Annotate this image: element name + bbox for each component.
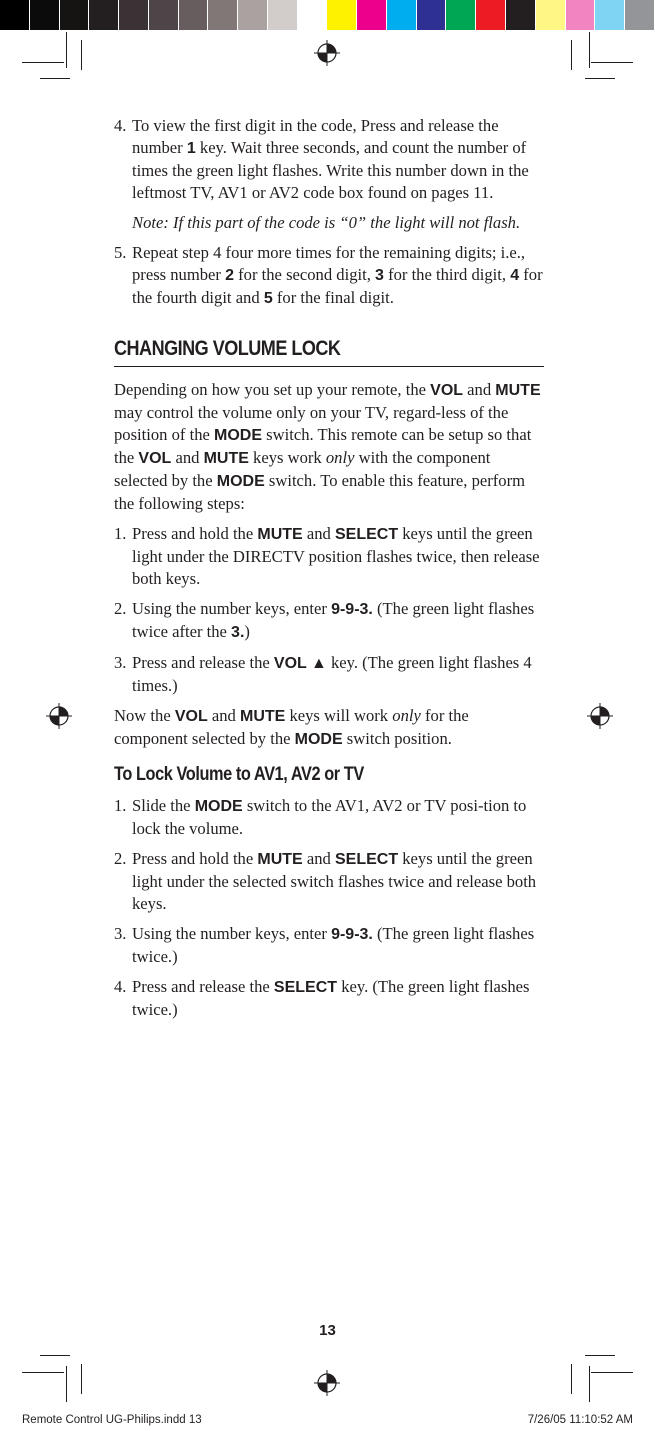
- text-run: Press and hold the: [132, 524, 258, 543]
- key-name: SELECT: [334, 851, 399, 868]
- key-name: MODE: [216, 473, 265, 490]
- step-item: [114, 795, 544, 840]
- crop-mark: [589, 32, 590, 68]
- text-run: ): [244, 622, 250, 641]
- color-swatch: [60, 0, 90, 30]
- key-name: 3: [375, 267, 384, 284]
- note-text: Note: If this part of the code is “0” the light will not flash.: [132, 213, 521, 232]
- text-run: for the component selected by the: [114, 706, 469, 748]
- text-run: switch. To enable this feature, perform the following steps:: [114, 471, 526, 513]
- key-name: VOL: [430, 382, 464, 399]
- crop-mark: [81, 40, 82, 70]
- crop-mark: [66, 1366, 67, 1402]
- key-name: 5: [263, 290, 273, 307]
- text-run: switch to the AV1, AV2 or TV posi-tion to lock the volume.: [132, 796, 527, 838]
- key-name: MODE: [294, 731, 343, 748]
- registration-mark-icon: [46, 703, 72, 729]
- text-run: for the third digit,: [383, 265, 511, 284]
- key-name: MUTE: [257, 851, 303, 868]
- step-item: [114, 523, 544, 590]
- step-item: [114, 598, 544, 644]
- text-run: switch position.: [342, 729, 452, 748]
- text-run: with the component selected by the: [114, 448, 491, 490]
- color-swatch: [357, 0, 387, 30]
- text-run: Press and release the: [132, 977, 274, 996]
- intro-paragraph: [114, 379, 544, 515]
- color-swatch: [89, 0, 119, 30]
- crop-mark: [591, 62, 633, 63]
- text-run: key. (The green light flashes twice.): [132, 977, 530, 1019]
- color-swatch: [30, 0, 60, 30]
- text-run: Using the number keys, enter: [132, 599, 332, 618]
- color-swatch: [238, 0, 268, 30]
- text-run: key. Wait three seconds, and count the number of times the green light flashes. Write this number down in the leftmost TV, AV1 or AV2 code box found on pages 11.: [132, 138, 529, 202]
- key-name: VOL: [138, 450, 172, 467]
- color-swatch: [506, 0, 536, 30]
- text-run: To view the first digit in the code, Press and release the number: [132, 116, 499, 157]
- color-swatch: [0, 0, 30, 30]
- step-item: [114, 848, 544, 915]
- color-swatch: [566, 0, 596, 30]
- color-swatch: [417, 0, 447, 30]
- text-run: Press and release the: [132, 653, 274, 672]
- color-swatch: [536, 0, 566, 30]
- crop-mark: [571, 40, 572, 70]
- text-run: and: [207, 706, 240, 725]
- key-name: MUTE: [240, 708, 286, 725]
- step-number: 2.: [114, 599, 127, 618]
- step-item: [114, 976, 544, 1021]
- step-item: [114, 115, 544, 204]
- step-number: 2.: [114, 849, 127, 868]
- registration-mark-icon: [314, 40, 340, 66]
- key-name: 9-9-3.: [331, 926, 373, 943]
- color-swatch: [298, 0, 328, 30]
- crop-mark: [22, 62, 64, 63]
- text-run: only: [325, 448, 355, 467]
- text-run: may control the volume only on your TV, regard-less of the position of the: [114, 403, 509, 444]
- registration-mark-icon: [587, 703, 613, 729]
- key-name: MUTE: [257, 526, 303, 543]
- text-run: and: [302, 524, 335, 543]
- key-name: MODE: [194, 798, 243, 815]
- key-name: SELECT: [273, 979, 338, 996]
- crop-mark: [591, 1372, 633, 1373]
- key-name: SELECT: [334, 526, 399, 543]
- slug-file-info: Remote Control UG-Philips.indd 13: [22, 1414, 202, 1426]
- text-run: keys work: [248, 448, 326, 467]
- color-swatch: [476, 0, 506, 30]
- text-run: and: [463, 380, 496, 399]
- steps-bottom: [114, 795, 544, 1021]
- step-item: [114, 652, 544, 697]
- crop-mark: [81, 1364, 82, 1394]
- key-name: VOL ▲: [273, 655, 327, 672]
- text-run: for the fourth digit and: [132, 265, 543, 307]
- text-run: Slide the: [132, 796, 195, 815]
- step-number: 4.: [114, 977, 127, 996]
- steps-top-continued: [114, 242, 544, 310]
- crop-mark: [585, 1355, 615, 1356]
- key-name: 2: [225, 267, 234, 284]
- key-name: VOL: [174, 708, 208, 725]
- step-number: 1.: [114, 796, 127, 815]
- step-number: 3.: [114, 653, 127, 672]
- text-run: keys until the green light under the DIRECTV position flashes twice, then release both keys.: [132, 524, 540, 588]
- step-number: 4.: [114, 116, 127, 135]
- crop-mark: [40, 1355, 70, 1356]
- subsection-title: To Lock Volume to AV1, AV2 or TV: [114, 764, 364, 785]
- text-run: (The green light flashes twice.): [132, 924, 535, 966]
- key-name: 4: [510, 267, 520, 284]
- crop-mark: [585, 78, 615, 79]
- crop-mark: [66, 32, 67, 68]
- key-name: MODE: [214, 427, 263, 444]
- color-swatch: [179, 0, 209, 30]
- step-number: 5.: [114, 243, 127, 262]
- step-item: [114, 923, 544, 968]
- text-run: Using the number keys, enter: [132, 924, 332, 943]
- slug-timestamp: 7/26/05 11:10:52 AM: [527, 1414, 633, 1426]
- crop-mark: [589, 1366, 590, 1402]
- color-swatch: [327, 0, 357, 30]
- color-swatch: [149, 0, 179, 30]
- color-swatch: [446, 0, 476, 30]
- steps-top: [114, 115, 544, 204]
- text-run: and: [302, 849, 335, 868]
- key-name: MUTE: [495, 382, 541, 399]
- text-run: only: [392, 706, 421, 725]
- text-run: (The green light flashes twice after the: [132, 599, 535, 641]
- text-run: Repeat step 4 four more times for the remaining digits; i.e., press number: [132, 243, 526, 284]
- color-swatch: [387, 0, 417, 30]
- crop-mark: [571, 1364, 572, 1394]
- color-swatch: [268, 0, 298, 30]
- text-run: Depending on how you set up your remote, the: [114, 380, 431, 399]
- color-swatch: [119, 0, 149, 30]
- color-swatch: [625, 0, 655, 30]
- page-content: [114, 115, 544, 1029]
- key-name: 9-9-3.: [331, 601, 373, 618]
- print-color-bar: [0, 0, 655, 32]
- section-title: CHANGING VOLUME LOCK: [114, 337, 341, 360]
- text-run: Press and hold the: [132, 849, 258, 868]
- text-run: key. (The green light flashes 4 times.): [132, 653, 532, 695]
- text-run: and: [171, 448, 204, 467]
- key-name: 3.: [231, 624, 245, 641]
- color-swatch: [595, 0, 625, 30]
- text-run: Now the: [114, 706, 175, 725]
- section-rule: [114, 366, 544, 367]
- text-run: keys will work: [285, 706, 393, 725]
- step-item: [114, 242, 544, 310]
- text-run: keys until the green light under the selected switch flashes twice and release both keys.: [132, 849, 537, 913]
- color-swatch: [208, 0, 238, 30]
- page-number: 13: [319, 1322, 336, 1339]
- steps-mid: [114, 523, 544, 697]
- key-name: 1: [186, 140, 196, 157]
- key-name: MUTE: [203, 450, 249, 467]
- registration-mark-icon: [314, 1370, 340, 1396]
- text-run: switch. This remote can be setup so that the: [114, 425, 532, 467]
- text-run: for the second digit,: [234, 265, 376, 284]
- crop-mark: [40, 78, 70, 79]
- step-number: 1.: [114, 524, 127, 543]
- crop-mark: [22, 1372, 64, 1373]
- outro-paragraph: [114, 705, 544, 751]
- text-run: for the final digit.: [272, 288, 394, 307]
- step-number: 3.: [114, 924, 127, 943]
